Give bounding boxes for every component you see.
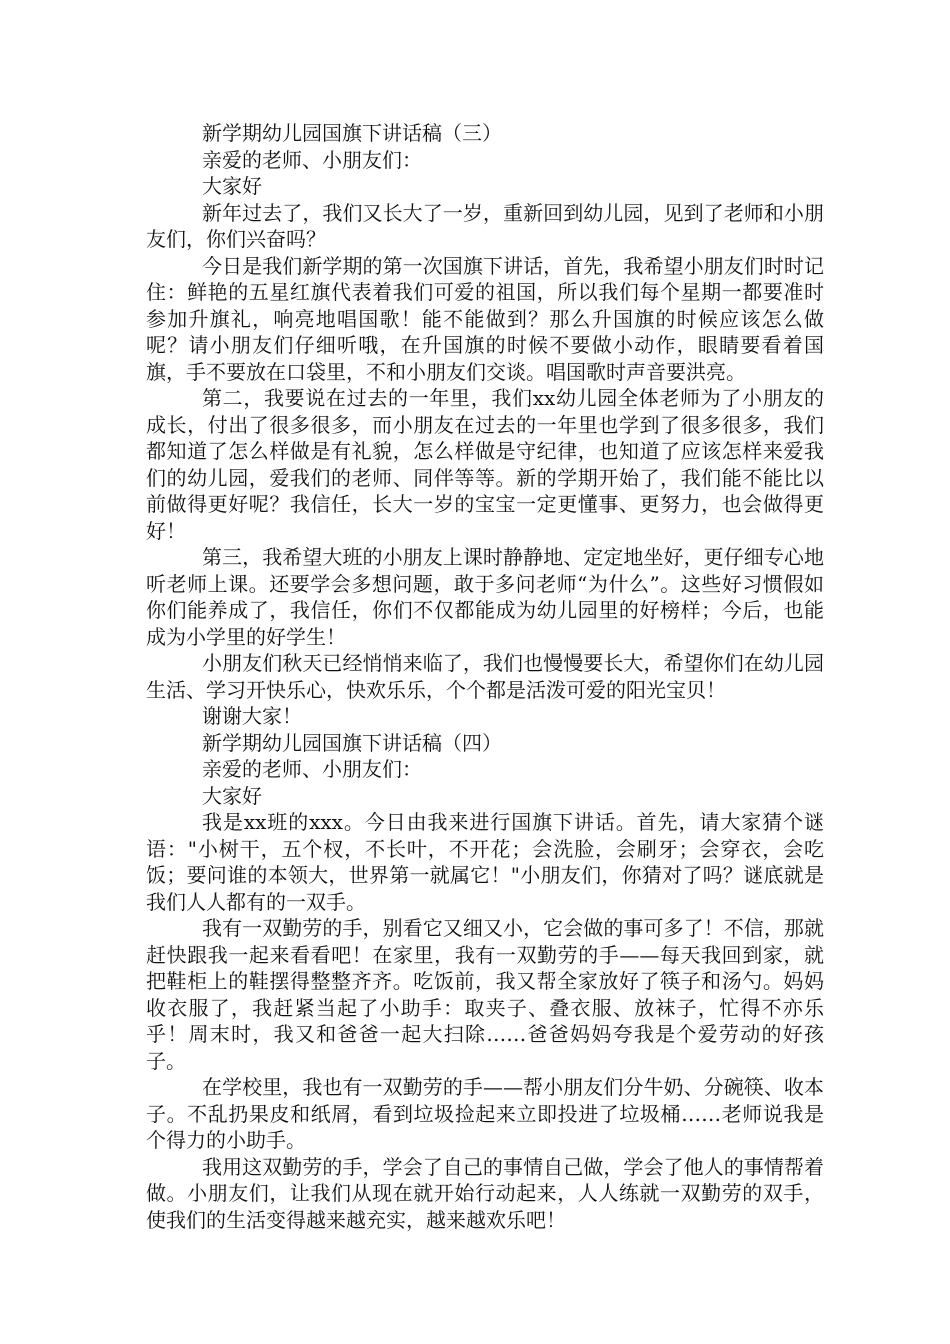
paragraph: 第二，我要说在过去的一年里，我们xx幼儿园全体老师为了小朋友的成长，付出了很多很多，而小朋友在过去的一年里也学到了很多很多，我们都知道了怎么样做是有礼貌，怎么样做是守纪律，也知道了应该怎样来爱我们的幼儿园，爱我们的老师、同伴等等。新的学期开始了，我们能不能比以前做得更好呢？我信任，长大一岁的宝宝一定更懂事、更努力，也会做得更好！ (146, 386, 824, 543)
section-title-4: 新学期幼儿园国旗下讲话稿（四） (202, 730, 502, 755)
paragraph: 我是xx班的xxx。今日由我来进行国旗下讲话。首先，请大家猜个谜语："小树干，五个杈，不长叶，不开花；会洗脸，会刷牙；会穿衣，会吃饭；要问谁的本领大，世界第一就属它！"小朋友们，你猜对了吗？谜底就是我们人人都有的一双手。 (146, 810, 824, 914)
document-body (146, 120, 824, 1233)
greeting: 大家好 (202, 783, 262, 808)
paragraph: 第三，我希望大班的小朋友上课时静静地、定定地坐好，更仔细专心地听老师上课。还要学会多想问题，敢于多问老师“为什么”。这些好习惯假如你们能养成了，我信任，你们不仅都能成为幼儿园里的好榜样；今后，也能成为小学里的好学生！ (146, 545, 824, 649)
paragraph: 我有一双勤劳的手，别看它又细又小，它会做的事可多了！不信，那就赶快跟我一起来看看吧！在家里，我有一双勤劳的手——每天我回到家，就把鞋柜上的鞋摆得整整齐齐。吃饭前，我又帮全家放好了筷子和汤勺。妈妈收衣服了，我赶紧当起了小助手：取夹子、叠衣服、放袜子，忙得不亦乐乎！周末时，我又和爸爸一起大扫除……爸爸妈妈夸我是个爱劳动的好孩子。 (146, 916, 824, 1073)
greeting: 大家好 (202, 174, 262, 198)
paragraph: 我用这双勤劳的手，学会了自己的事情自己做，学会了他人的事情帮着做。小朋友们，让我们从现在就开始行动起来，人人练就一双勤劳的双手，使我们的生活变得越来越充实，越来越欢乐吧！ (146, 1154, 824, 1232)
paragraph: 今日是我们新学期的第一次国旗下讲话，首先，我希望小朋友们时时记住：鲜艳的五星红旗代表着我们可爱的祖国，所以我们每个星期一都要准时参加升旗礼，响亮地唱国歌！能不能做到？那么升国旗的时候应该怎么做呢？请小朋友们仔细听哦，在升国旗的时候不要做小动作，眼睛要看着国旗，手不要放在口袋里，不和小朋友们交谈。唱国歌时声音要洪亮。 (146, 253, 824, 384)
paragraph: 在学校里，我也有一双勤劳的手——帮小朋友们分牛奶、分碗筷、收本子。不乱扔果皮和纸屑，看到垃圾捡起来立即投进了垃圾桶……老师说我是个得力的小助手。 (146, 1075, 824, 1152)
section-title-3: 新学期幼儿园国旗下讲话稿（三） (202, 121, 502, 145)
paragraph: 小朋友们秋天已经悄悄来临了，我们也慢慢要长大，希望你们在幼儿园生活、学习开快乐心，快欢乐乐，个个都是活泼可爱的阳光宝贝！ (146, 651, 824, 702)
salutation: 亲爱的老师、小朋友们： (202, 147, 422, 172)
salutation: 亲爱的老师、小朋友们： (202, 757, 422, 781)
closing-thanks: 谢谢大家！ (202, 704, 302, 728)
paragraph: 新年过去了，我们又长大了一岁，重新回到幼儿园，见到了老师和小朋友们，你们兴奋吗？ (146, 200, 824, 251)
